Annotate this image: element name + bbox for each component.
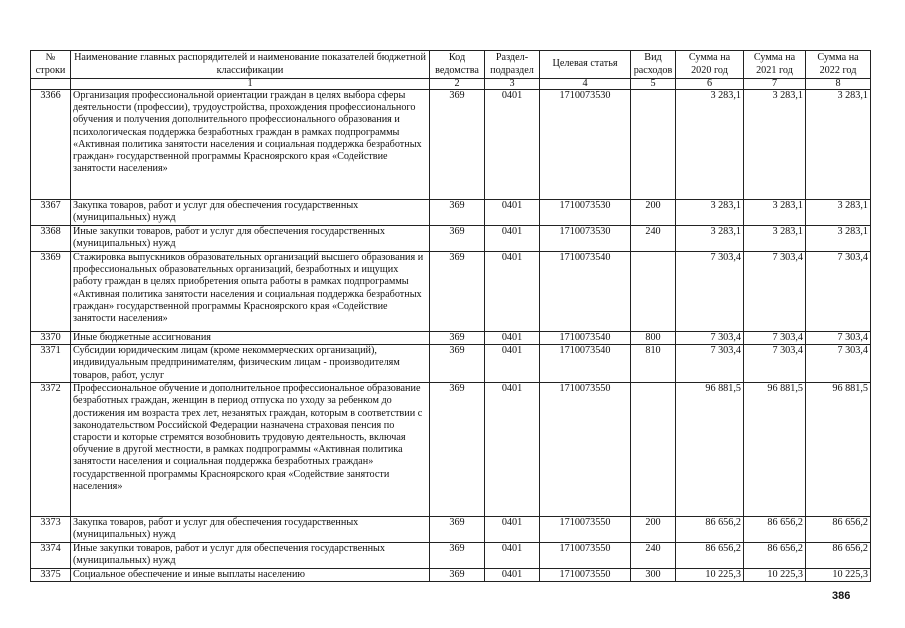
row-number: 3370 bbox=[31, 332, 71, 345]
row-target-article: 1710073550 bbox=[540, 543, 631, 569]
row-target-article: 1710073550 bbox=[540, 517, 631, 543]
row-sum-2022: 86 656,2 bbox=[806, 517, 871, 543]
page-number: 386 bbox=[832, 590, 851, 602]
row-target-article: 1710073550 bbox=[540, 569, 631, 582]
row-number: 3371 bbox=[31, 345, 71, 383]
row-expense-kind: 200 bbox=[631, 517, 676, 543]
row-dept-code: 369 bbox=[430, 226, 485, 252]
header-row-number: № строки bbox=[31, 51, 71, 79]
row-name: Субсидии юридическим лицам (кроме некоммерческих организаций), индивидуальным предпринимателям, физическим лицам - производителям товаров, работ, услуг bbox=[71, 345, 430, 383]
header-sum-2022: Сумма на 2022 год bbox=[806, 51, 871, 79]
row-target-article: 1710073530 bbox=[540, 200, 631, 226]
row-number: 3368 bbox=[31, 226, 71, 252]
table-row bbox=[31, 345, 871, 383]
row-number: 3373 bbox=[31, 517, 71, 543]
column-number: 3 bbox=[485, 79, 540, 90]
header-sum-2021: Сумма на 2021 год bbox=[744, 51, 806, 79]
row-expense-kind bbox=[631, 90, 676, 200]
budget-table bbox=[30, 50, 871, 582]
table-row bbox=[31, 543, 871, 569]
header-row bbox=[31, 51, 871, 79]
row-target-article: 1710073540 bbox=[540, 345, 631, 383]
row-sum-2021: 7 303,4 bbox=[744, 332, 806, 345]
row-dept-code: 369 bbox=[430, 345, 485, 383]
row-sum-2022: 3 283,1 bbox=[806, 200, 871, 226]
row-dept-code: 369 bbox=[430, 517, 485, 543]
row-sum-2022: 7 303,4 bbox=[806, 345, 871, 383]
row-sum-2020: 3 283,1 bbox=[676, 226, 744, 252]
row-name: Закупка товаров, работ и услуг для обеспечения государственных (муниципальных) нужд bbox=[71, 517, 430, 543]
table-row bbox=[31, 252, 871, 332]
row-sum-2021: 10 225,3 bbox=[744, 569, 806, 582]
column-numbers-row bbox=[31, 79, 871, 90]
table-row bbox=[31, 90, 871, 200]
row-sum-2021: 3 283,1 bbox=[744, 90, 806, 200]
row-expense-kind: 810 bbox=[631, 345, 676, 383]
row-sum-2020: 3 283,1 bbox=[676, 90, 744, 200]
table-row bbox=[31, 569, 871, 582]
row-expense-kind: 240 bbox=[631, 543, 676, 569]
row-number: 3375 bbox=[31, 569, 71, 582]
row-section: 0401 bbox=[485, 383, 540, 517]
column-number: 1 bbox=[71, 79, 430, 90]
row-sum-2022: 96 881,5 bbox=[806, 383, 871, 517]
row-sum-2020: 7 303,4 bbox=[676, 332, 744, 345]
row-sum-2021: 86 656,2 bbox=[744, 543, 806, 569]
row-expense-kind: 300 bbox=[631, 569, 676, 582]
row-expense-kind: 200 bbox=[631, 200, 676, 226]
row-name: Иные закупки товаров, работ и услуг для обеспечения государственных (муниципальных) нужд bbox=[71, 543, 430, 569]
row-name: Иные бюджетные ассигнования bbox=[71, 332, 430, 345]
header-dept-code: Код ведомства bbox=[430, 51, 485, 79]
row-section: 0401 bbox=[485, 252, 540, 332]
header-target-article: Целевая статья bbox=[540, 51, 631, 79]
row-sum-2020: 3 283,1 bbox=[676, 200, 744, 226]
header-section: Раздел-подраздел bbox=[485, 51, 540, 79]
row-dept-code: 369 bbox=[430, 383, 485, 517]
table-row bbox=[31, 200, 871, 226]
row-sum-2022: 3 283,1 bbox=[806, 226, 871, 252]
row-number: 3374 bbox=[31, 543, 71, 569]
table-row bbox=[31, 383, 871, 517]
table-row bbox=[31, 332, 871, 345]
row-expense-kind bbox=[631, 383, 676, 517]
row-dept-code: 369 bbox=[430, 252, 485, 332]
row-name: Стажировка выпускников образовательных организаций высшего образования и профессиональных образовательных организаций, безработных и ищущих работу граждан в целях приобретения опыта работы в рамках подпрограммы «Активная политика занятости населения и социальная поддержка безработных граждан» государственной программы Красноярского края «Содействие занятости населения» bbox=[71, 252, 430, 332]
row-sum-2021: 7 303,4 bbox=[744, 345, 806, 383]
row-sum-2022: 7 303,4 bbox=[806, 252, 871, 332]
header-expense-kind: Вид расходов bbox=[631, 51, 676, 79]
row-target-article: 1710073530 bbox=[540, 226, 631, 252]
column-number: 8 bbox=[806, 79, 871, 90]
column-number: 5 bbox=[631, 79, 676, 90]
row-name: Организация профессиональной ориентации граждан в целях выбора сферы деятельности (профессии), трудоустройства, прохождения профессионального обучения и получения дополнительного профессионального образования и психологическая поддержка безработных граждан в рамках подпрограммы «Активная политика занятости населения и социальная поддержка безработных граждан» государственной программы Красноярского края «Содействие занятости населения» bbox=[71, 90, 430, 200]
row-sum-2021: 86 656,2 bbox=[744, 517, 806, 543]
column-number bbox=[31, 79, 71, 90]
row-sum-2022: 7 303,4 bbox=[806, 332, 871, 345]
column-number: 4 bbox=[540, 79, 631, 90]
row-section: 0401 bbox=[485, 345, 540, 383]
row-expense-kind bbox=[631, 252, 676, 332]
row-sum-2022: 3 283,1 bbox=[806, 90, 871, 200]
row-dept-code: 369 bbox=[430, 90, 485, 200]
row-section: 0401 bbox=[485, 569, 540, 582]
row-name: Социальное обеспечение и иные выплаты населению bbox=[71, 569, 430, 582]
row-sum-2022: 86 656,2 bbox=[806, 543, 871, 569]
row-target-article: 1710073530 bbox=[540, 90, 631, 200]
row-section: 0401 bbox=[485, 226, 540, 252]
row-sum-2021: 3 283,1 bbox=[744, 200, 806, 226]
row-number: 3372 bbox=[31, 383, 71, 517]
row-expense-kind: 240 bbox=[631, 226, 676, 252]
table-row bbox=[31, 226, 871, 252]
table-row bbox=[31, 517, 871, 543]
row-name: Закупка товаров, работ и услуг для обеспечения государственных (муниципальных) нужд bbox=[71, 200, 430, 226]
row-dept-code: 369 bbox=[430, 200, 485, 226]
row-sum-2020: 7 303,4 bbox=[676, 252, 744, 332]
row-sum-2020: 86 656,2 bbox=[676, 517, 744, 543]
header-name: Наименование главных распорядителей и наименование показателей бюджетной классификации bbox=[71, 51, 430, 79]
row-name: Иные закупки товаров, работ и услуг для обеспечения государственных (муниципальных) нужд bbox=[71, 226, 430, 252]
row-sum-2021: 96 881,5 bbox=[744, 383, 806, 517]
row-section: 0401 bbox=[485, 543, 540, 569]
row-target-article: 1710073550 bbox=[540, 383, 631, 517]
row-target-article: 1710073540 bbox=[540, 332, 631, 345]
row-sum-2020: 10 225,3 bbox=[676, 569, 744, 582]
header-sum-2020: Сумма на 2020 год bbox=[676, 51, 744, 79]
row-number: 3367 bbox=[31, 200, 71, 226]
row-number: 3366 bbox=[31, 90, 71, 200]
row-target-article: 1710073540 bbox=[540, 252, 631, 332]
row-sum-2021: 7 303,4 bbox=[744, 252, 806, 332]
row-dept-code: 369 bbox=[430, 543, 485, 569]
column-number: 7 bbox=[744, 79, 806, 90]
row-sum-2020: 96 881,5 bbox=[676, 383, 744, 517]
row-expense-kind: 800 bbox=[631, 332, 676, 345]
row-sum-2020: 7 303,4 bbox=[676, 345, 744, 383]
row-section: 0401 bbox=[485, 332, 540, 345]
column-number: 6 bbox=[676, 79, 744, 90]
row-name: Профессиональное обучение и дополнительное профессиональное образование безработных граждан, женщин в период отпуска по уходу за ребенком до достижения им возраста трех лет, незанятых граждан, которым в соответствии с законодательством Российской Федерации назначена страховая пенсия по старости и которые стремятся возобновить трудовую деятельность, включая обучение в другой местности, в рамках подпрограммы «Активная политика занятости населения и социальная поддержка безработных граждан» государственной программы Красноярского края «Содействие занятости населения» bbox=[71, 383, 430, 517]
row-section: 0401 bbox=[485, 200, 540, 226]
column-number: 2 bbox=[430, 79, 485, 90]
row-sum-2020: 86 656,2 bbox=[676, 543, 744, 569]
row-section: 0401 bbox=[485, 517, 540, 543]
row-sum-2021: 3 283,1 bbox=[744, 226, 806, 252]
row-dept-code: 369 bbox=[430, 569, 485, 582]
row-number: 3369 bbox=[31, 252, 71, 332]
row-dept-code: 369 bbox=[430, 332, 485, 345]
row-section: 0401 bbox=[485, 90, 540, 200]
row-sum-2022: 10 225,3 bbox=[806, 569, 871, 582]
